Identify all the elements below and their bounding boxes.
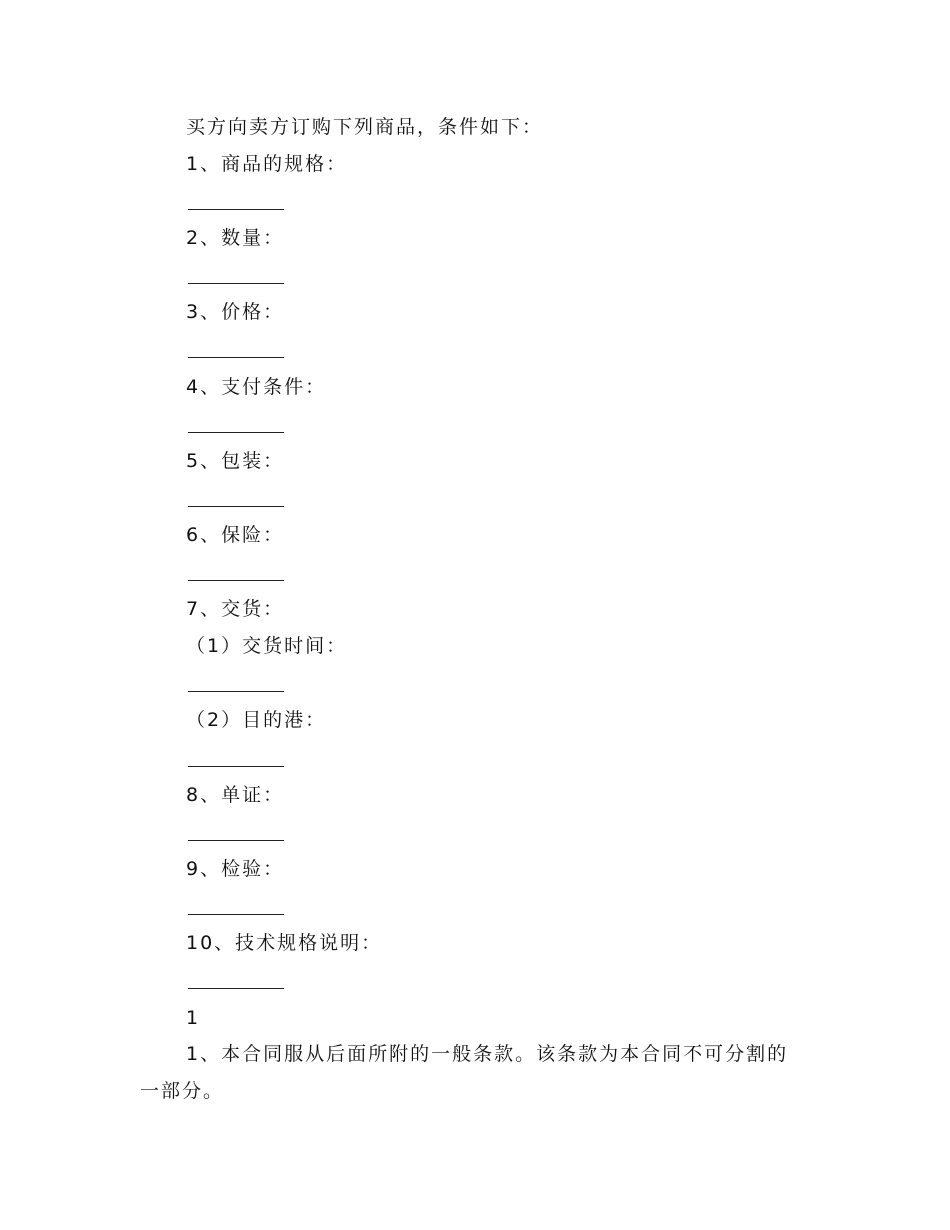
item-quantity-blank [188, 283, 284, 284]
item-delivery-time-label: （1）交货时间： [186, 635, 348, 657]
item-payment-label: 4、支付条件： [186, 376, 327, 398]
item-price-blank [188, 357, 284, 358]
item-delivery-time-blank [188, 691, 284, 692]
item-price-label: 3、价格： [186, 301, 285, 323]
item-packing-label: 5、包装： [186, 450, 285, 472]
item-tech-spec-blank [188, 988, 284, 989]
item-spec-label: 1、商品的规格： [186, 153, 348, 175]
item-inspection-label: 9、检验： [186, 858, 285, 880]
item-spec-blank [188, 209, 284, 210]
clause-text-line-2: 一部分。 [140, 1080, 225, 1102]
item-documents-label: 8、单证： [186, 784, 285, 806]
clause-text-line-1: 1、本合同服从后面所附的一般条款。该条款为本合同不可分割的 [186, 1043, 789, 1065]
intro-text: 买方向卖方订购下列商品，条件如下： [186, 116, 544, 138]
item-destination-port-blank [188, 766, 284, 767]
item-delivery-label: 7、交货： [186, 598, 285, 620]
item-documents-blank [188, 840, 284, 841]
item-insurance-blank [188, 580, 284, 581]
item-destination-port-label: （2）目的港： [186, 709, 327, 731]
item-quantity-label: 2、数量： [186, 227, 285, 249]
item-tech-spec-label: 10、技术规格说明： [186, 932, 383, 954]
page-number: 1 [186, 1007, 201, 1029]
item-insurance-label: 6、保险： [186, 524, 285, 546]
item-payment-blank [188, 432, 284, 433]
item-inspection-blank [188, 914, 284, 915]
item-packing-blank [188, 506, 284, 507]
